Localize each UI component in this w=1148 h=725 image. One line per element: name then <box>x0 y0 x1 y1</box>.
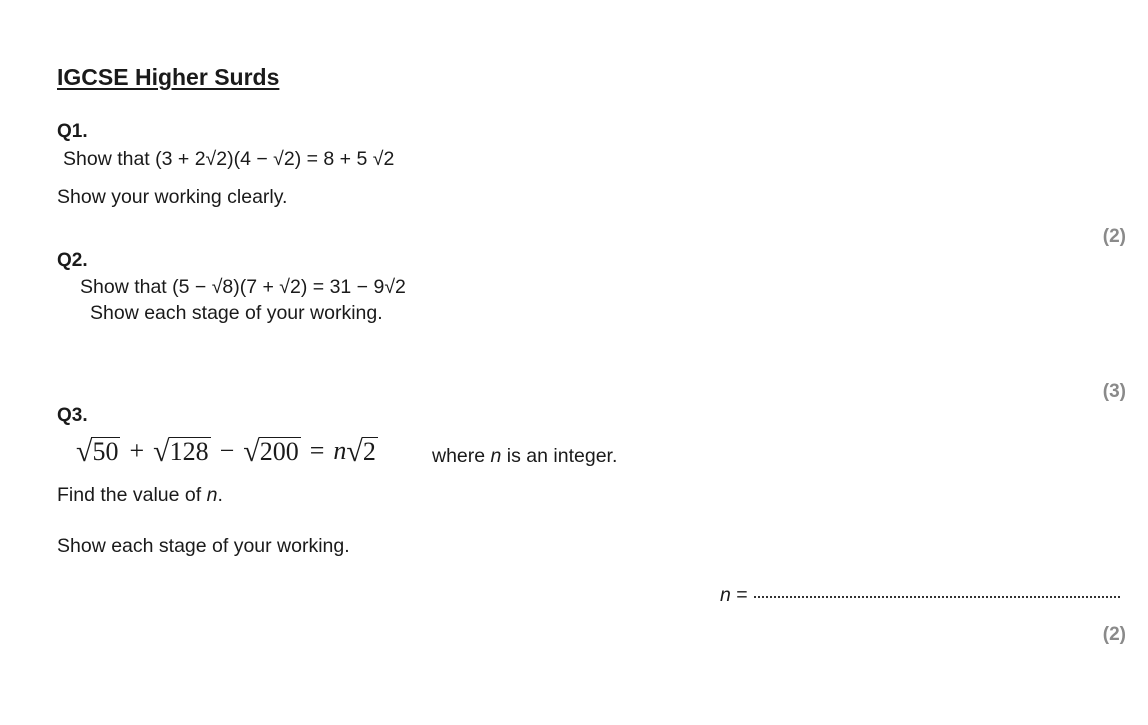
q3-find-text <box>57 484 223 507</box>
sqrt-2 <box>346 436 377 466</box>
q1-statement: Show that (3 + 2√2)(4 − √2) = 8 + 5 √2 <box>63 148 395 170</box>
sqrt-50 <box>76 436 120 466</box>
plus-operator: + <box>129 436 145 466</box>
find-var: n <box>206 484 218 506</box>
q3-where-text <box>432 445 617 468</box>
find-suffix: . <box>217 484 223 506</box>
answer-dotted-line[interactable] <box>754 596 1120 598</box>
sqrt-128 <box>153 436 210 466</box>
q2-statement: Show that (5 − √8)(7 + √2) = 31 − 9√2 <box>80 276 406 298</box>
q1-marks: (2) <box>1102 226 1126 247</box>
radical-sign-icon: √ <box>153 435 170 468</box>
q3-label: Q3. <box>57 405 88 426</box>
where-var: n <box>490 445 502 467</box>
radical-sign-icon: √ <box>76 435 93 468</box>
q1-label: Q1. <box>57 121 88 142</box>
q2-label: Q2. <box>57 250 88 271</box>
radicand: 128 <box>169 436 209 466</box>
q3-marks: (2) <box>1102 624 1126 645</box>
radicand: 2 <box>362 436 376 466</box>
equals-operator: = <box>309 436 325 466</box>
radical-sign-icon: √ <box>346 435 363 468</box>
q1-instruction: Show your working clearly. <box>57 186 288 208</box>
radicand: 50 <box>92 436 119 466</box>
q3-instruction: Show each stage of your working. <box>57 535 350 557</box>
sqrt-200 <box>243 436 300 466</box>
q3-answer-line[interactable] <box>720 584 1120 607</box>
q2-instruction: Show each stage of your working. <box>90 302 383 324</box>
minus-operator: − <box>219 436 235 466</box>
where-suffix: is an integer. <box>501 445 618 467</box>
radical-sign-icon: √ <box>243 435 260 468</box>
q3-equation <box>76 430 378 466</box>
answer-eq: = <box>730 584 748 606</box>
where-prefix: where <box>432 445 491 467</box>
q2-marks: (3) <box>1102 381 1126 402</box>
find-prefix: Find the value of <box>57 484 207 506</box>
radicand: 200 <box>259 436 299 466</box>
answer-var: n <box>720 584 731 606</box>
variable-n: n <box>333 436 347 466</box>
page-title: IGCSE Higher Surds <box>57 64 280 90</box>
